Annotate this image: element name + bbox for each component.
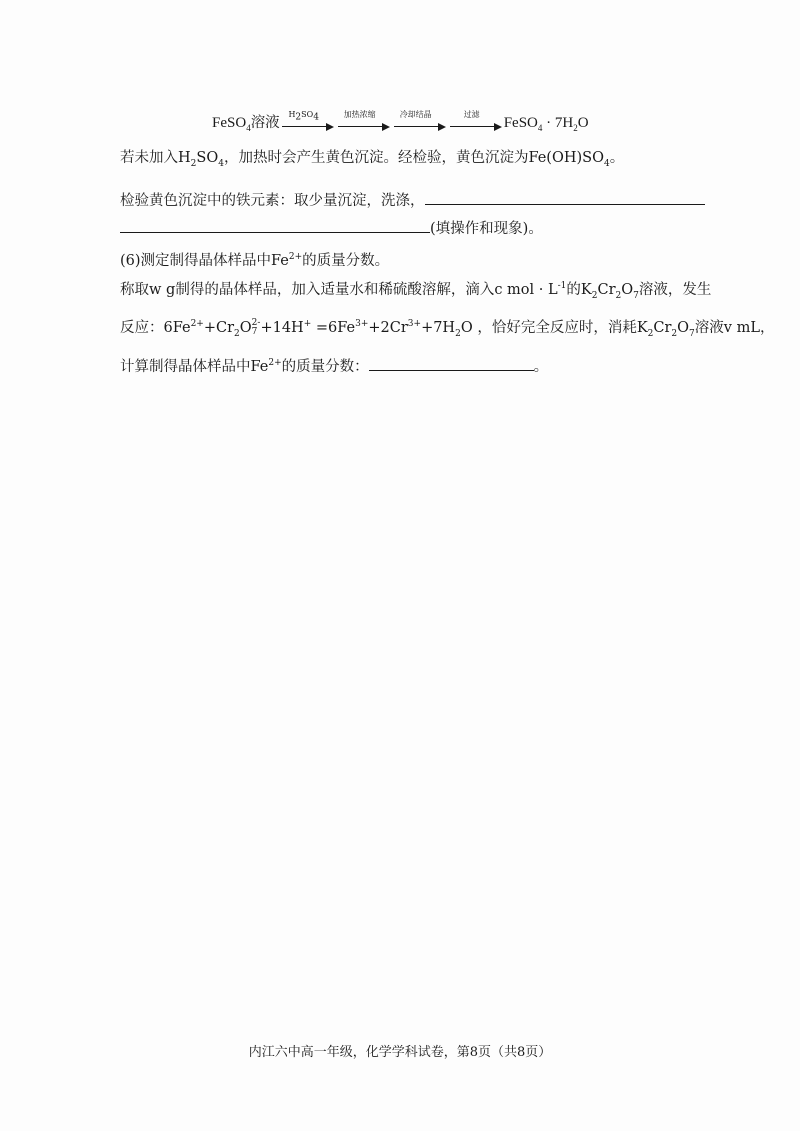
arrow-head-icon [438,123,446,131]
answer-blank-test-operation[interactable] [425,190,705,205]
page-footer: 内江六中高一年级，化学学科试卷，第8页（共8页） [248,1045,552,1060]
text-line-reaction-equation: 反应：$6Fe^{2+}+Cr_2O$ 2- 7 $+14H^+ =6Fe^{3+}+2Cr^{3+}+7H_2O$ ，恰好完全反应时，消耗$K_2Cr_2O_7$溶液v mL， [120,318,775,339]
text-line-iron-test: 检验黄色沉淀中的铁元素：取少量沉淀，洗涤， [120,190,705,211]
flow-arrow-label-concentrate: 加热浓缩 [343,110,376,119]
crystallization-flow-scheme [212,108,589,132]
question-6-heading: (6)测定制得晶体样品中$Fe^{2+}$的质量分数。 [120,252,390,269]
arrow-head-icon [382,123,390,131]
answer-blank-test-continued[interactable] [120,218,430,233]
arrow-head-icon [326,123,334,131]
flow-arrow-label-filter: 过滤 [463,110,480,119]
flow-start-text: 溶液 [250,115,280,131]
flow-arrow-label-acid: $H_2SO_4$ [288,110,319,123]
text-line-sample-procedure: 称取w g制得的晶体样品，加入适量水和稀硫酸溶解，滴入c mol · $L^{-1}$的$K_2Cr_2O_7$溶液，发生 [120,281,712,301]
flow-arrow-label-crystallize: 冷却结晶 [399,110,432,119]
flow-end-product: FeSO$_4$ · $7H_2O$ [503,115,589,133]
flow-arrow-concentrate [338,110,390,132]
answer-blank-mass-fraction[interactable] [369,356,534,371]
flow-arrow-crystallize [394,110,446,132]
text-line-iron-test-continued: (填操作和现象)。 [120,218,543,239]
flow-arrow-add-acid [282,110,334,132]
text-line-mass-fraction: 计算制得晶体样品中$Fe^{2+}$的质量分数： 。 [120,356,548,377]
flow-arrow-filter [450,110,502,132]
flow-start-reagent: FeSO$_4$ [212,115,251,133]
text-line-precipitate: 若未加入$H_2SO_4$，加热时会产生黄色沉淀。经检验，黄色沉淀为$Fe(OH)SO_4$。 [120,150,625,169]
arrow-head-icon [494,123,502,131]
